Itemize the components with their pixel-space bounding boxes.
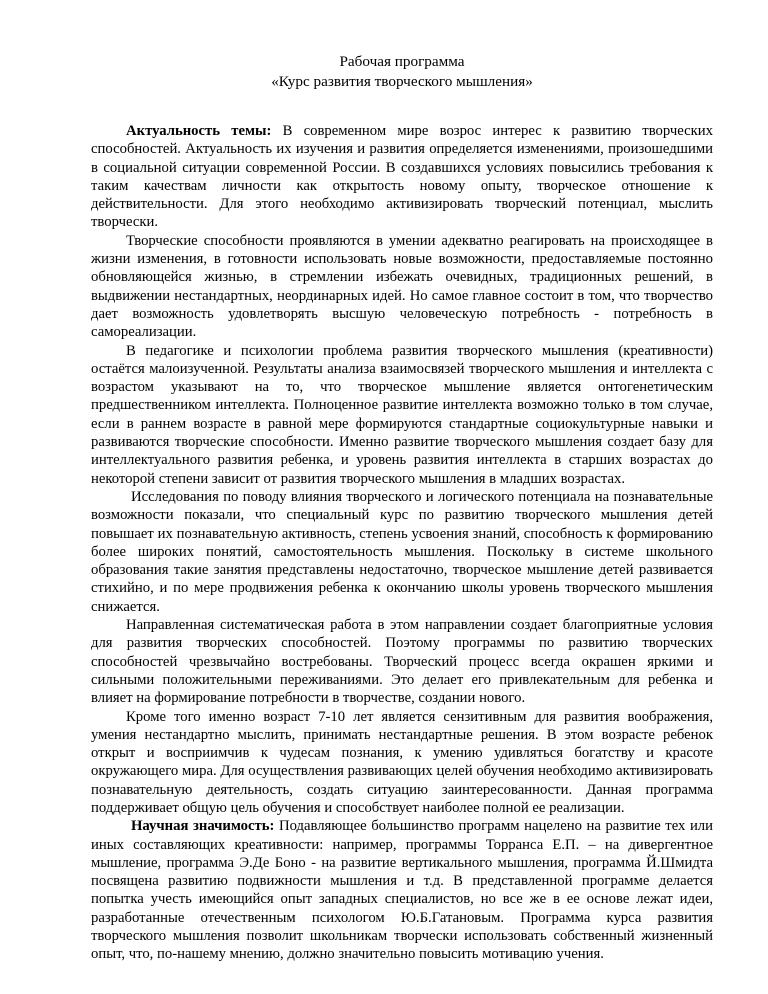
paragraph-systematic-work: Направленная систематическая работа в этом направлении создает благоприятные условия для развития творческих способностей. Поэтому программы по развитию творческих способностей чрезвычайно востребованы. Творческий процесс всегда окрашен яркими и сильными положительными переживаниями. Это делает его привлекательным для ребенка и влияет на формирование потребности в творчестве, создании нового. <box>91 617 713 707</box>
paragraph-pedagogy: В педагогике и психологии проблема развития творческого мышления (креативности) остаётся малоизученной. Результаты анализа взаимосвязей творческого мышления и интеллекта с возрастом указывают на то, что творческое мышление является онтогенетическим предшественником интеллекта. Полноценное развитие интеллекта возможно только в том случае, если в раннем возрасте в равной мере формируются стандартные социокультурные навыки и развиваются творческие способности. Именно развитие творческого мышления создает базу для интеллектуального развития ребенка, и уровень развития интеллекта в старших возрастах до некоторой степени зависит от развития творческого мышления в младших возрастах. <box>91 342 713 487</box>
section-heading-relevance: Актуальность темы: <box>126 123 272 139</box>
title-line-1: Рабочая программа <box>339 53 465 70</box>
title-line-2: «Курс развития творческого мышления» <box>271 73 533 90</box>
paragraph-research: Исследования по поводу влияния творческого и логического потенциала на познавательные возможности показали, что специальный курс по развитию творческого мышления детей повышает их познавательную активность, степень усвоения знаний, способность к формированию более широких понятий, самостоятельность мышления. Поскольку в системе школьного образования такие занятия представлены недостаточно, творческое мышление детей развивается стихийно, и по мере продвижения ребенка к окончанию школы уровень творческого мышления снижается. <box>91 488 713 615</box>
paragraph-scientific-significance <box>91 817 713 963</box>
section-heading-significance: Научная значимость: <box>131 818 275 835</box>
paragraph-creative-abilities: Творческие способности проявляются в умении адекватно реагировать на происходящее в жизни изменения, в готовности использовать новые возможности, предоставляемые постоянно обновляющейся жизнью, в стремлении избежать очевидных, традиционных решений, в выдвижении нестандартных, неординарных идей. Но самое главное состоит в том, что творчество дает возможность удовлетворять высшую человеческую потребность - потребность в самореализации. <box>91 232 713 341</box>
paragraph-age-sensitivity: Кроме того именно возраст 7-10 лет является сензитивным для развития воображения, умения нестандартно мыслить, принимать нестандартные решения. В этом возрасте ребенок открыт и восприимчив к чудесам познания, к умению удивляться богатству и красоте окружающего мира. Для осуществления развивающих целей обучения необходимо активизировать познавательную деятельность, создать ситуацию заинтересованности. Данная программа поддерживает общую цель обучения и способствует наиболее полной ее реализации. <box>91 708 713 816</box>
paragraph-text: Подавляющее большинство программ нацелено на развитие тех или иных составляющих креативности: например, программы Торранса Е.П. – на дивергентное мышление, программа Э.Де Боно - на развитие вертикального мышления, программа Й.Шмидта посвящена развитию подвижности мышления и т.д. В представленной программе делается попытка учесть имеющийся опыт западных специалистов, но все же в ее основе лежат идеи, разработанные отечественным психологом Ю.Б.Гатановым. Программа курса развития творческого мышления позволит школьникам творчески использовать собственный жизненный опыт, что, по-нашему мнению, должно значительно повысить мотивацию учения. <box>91 818 713 963</box>
paragraph-text: В современном мире возрос интерес к развитию творческих способностей. Актуальность их изучения и развития определяется изменениями, произошедшими в социальной ситуации современной России. В создавшихся условиях повысились требования к таким качествам личности как открытость новому опыту, творческое отношение к действительности. Для этого необходимо активизировать творческий потенциал, мыслить творчески. <box>91 123 713 231</box>
document-page <box>91 52 713 964</box>
paragraph-relevance-intro <box>91 122 713 232</box>
document-title <box>91 52 713 92</box>
